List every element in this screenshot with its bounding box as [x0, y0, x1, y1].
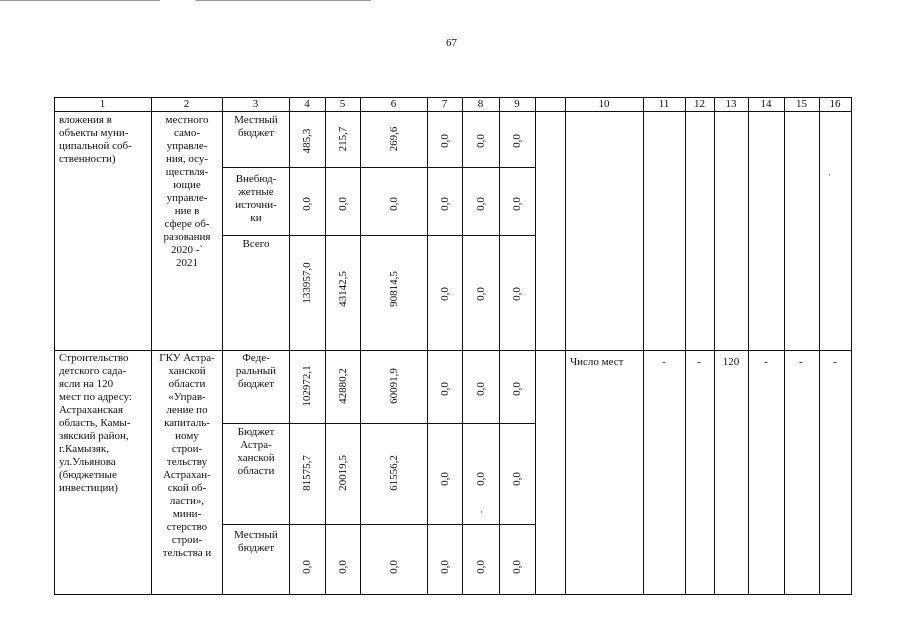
- col-border-15: [784, 97, 785, 595]
- scan-edge-line-left: [0, 0, 160, 1]
- indicator-value: -: [764, 356, 768, 368]
- block2-responsible-org: ГКУ Астра- ханской области «Управ- ление по капиталь- ному строи- тельству Астрахан- ской об- ласти», мини- стерство строи- тельства и: [159, 352, 215, 559]
- value-cell: 0,0: [301, 197, 313, 211]
- value-cell: 485,3: [301, 128, 313, 154]
- value-cell: 0,0: [511, 287, 523, 301]
- value-cell: 43142,5: [337, 271, 349, 307]
- col-border-10: [565, 97, 566, 595]
- header-cell: 6: [390, 98, 397, 110]
- col-border-16: [819, 97, 820, 595]
- header-cell: 3: [252, 98, 259, 110]
- scan-speck: ·: [480, 507, 483, 517]
- block1-row2-line: [222, 235, 535, 236]
- block2-object-name: Строительство детского сада- ясли на 120 мест по адресу: Астраханская область, Камы- зякский район, г.Камызяк, ул.Ульянова (бюджетные инвестиции): [59, 352, 132, 494]
- col-border-6: [427, 97, 428, 595]
- col-border-17: [851, 97, 852, 595]
- header-cell: 11: [658, 98, 670, 110]
- value-cell: 0,0: [475, 382, 487, 396]
- header-cell: 2: [183, 98, 190, 110]
- header-cell: 13: [725, 98, 737, 110]
- indicator-value: -: [799, 356, 803, 368]
- value-cell: 0,0: [475, 134, 487, 148]
- value-cell: 0,0: [475, 472, 487, 486]
- value-cell: 81575,7: [301, 455, 313, 491]
- block-divider-line: [54, 350, 852, 351]
- value-cell: 0,0: [511, 382, 523, 396]
- budget-table: [54, 97, 852, 596]
- value-cell: 42880,2: [337, 368, 349, 404]
- value-cell: 0,0: [388, 560, 400, 574]
- block2-row2-line: [222, 524, 535, 525]
- header-cell: 10: [598, 98, 610, 110]
- value-cell: 0,0: [439, 287, 451, 301]
- block1-responsible-org: местного само- управле- ния, осу- ществля- ющие управле- ние в сфере об- разования 2020 -` 2021: [163, 114, 211, 269]
- block1-object-name: вложения в объекты муни- ципальной соб- ственности): [59, 114, 132, 165]
- header-cell: 4: [304, 98, 310, 110]
- value-cell: 0,0: [337, 560, 349, 574]
- block1-source-extrabudgetary: Внебюд- жетные источни- ки: [235, 173, 277, 224]
- block2-source-local-budget: Местный бюджет: [234, 529, 278, 554]
- value-cell: 0,0: [439, 560, 451, 574]
- header-cell: 15: [796, 98, 807, 110]
- col-border-12: [685, 97, 686, 595]
- col-border-14: [748, 97, 749, 595]
- scan-edge-line-right: [196, 0, 371, 1]
- block1-source-total: Всего: [242, 238, 270, 250]
- block2-row1-line: [222, 423, 535, 424]
- col-border-11: [643, 97, 644, 595]
- header-cell: 7: [441, 98, 448, 110]
- indicator-value: -: [697, 356, 701, 368]
- value-cell: 0,0: [475, 197, 487, 211]
- value-cell: 269,6: [388, 126, 400, 152]
- header-cell: 12: [694, 98, 705, 110]
- block1-source-local-budget: Местный бюджет: [234, 114, 278, 139]
- value-cell: 0,0: [475, 560, 487, 574]
- value-cell: 102972,1: [301, 365, 313, 407]
- value-cell: 0,0: [511, 134, 523, 148]
- value-cell: 60091,9: [388, 368, 400, 404]
- value-cell: 0,0: [439, 472, 451, 486]
- page-number: 67: [446, 37, 457, 49]
- value-cell: 0,0: [439, 382, 451, 396]
- header-cell: 9: [514, 98, 520, 110]
- value-cell: 0,0: [511, 197, 523, 211]
- header-bottom-line: [54, 111, 852, 112]
- block1-row1-line: [222, 167, 535, 168]
- col-border-8: [499, 97, 500, 595]
- col-border-13: [714, 97, 715, 595]
- indicator-value: -: [833, 356, 837, 368]
- col-border-7: [462, 97, 463, 595]
- value-cell: 20019,5: [337, 455, 349, 491]
- value-cell: 90814,5: [388, 271, 400, 307]
- col-border-5: [360, 97, 361, 595]
- value-cell: 0,0: [439, 197, 451, 211]
- header-cell: 14: [760, 98, 772, 110]
- value-cell: 61556,2: [388, 455, 400, 491]
- scan-speck: ·: [828, 170, 831, 180]
- header-cell: 16: [829, 98, 841, 110]
- indicator-value: -: [662, 356, 666, 368]
- col-border-0: [54, 97, 55, 595]
- value-cell: 0,0: [388, 197, 400, 211]
- value-cell: 0,0: [511, 472, 523, 486]
- header-cell: 5: [339, 98, 346, 110]
- value-cell: 0,0: [475, 287, 487, 301]
- block2-source-federal-budget: Феде- ральный бюджет: [235, 352, 277, 390]
- block2-source-regional-budget: Бюджет Астра- ханской области: [237, 426, 275, 477]
- value-cell: 0,0: [301, 560, 313, 574]
- col-border-2: [222, 97, 223, 595]
- indicator-label: Число мест: [570, 356, 624, 368]
- col-border-4: [325, 97, 326, 595]
- indicator-value: 120: [722, 356, 740, 368]
- value-cell: 215,7: [337, 126, 349, 152]
- col-border-3: [289, 97, 290, 595]
- value-cell: 133957,0: [301, 262, 313, 304]
- value-cell: 0,0: [439, 134, 451, 148]
- value-cell: 0,0: [511, 560, 523, 574]
- col-border-9: [535, 97, 536, 595]
- header-cell: 8: [477, 98, 484, 110]
- header-cell: 1: [99, 98, 106, 110]
- value-cell: 0,0: [337, 197, 349, 211]
- table-border-bottom: [54, 594, 852, 595]
